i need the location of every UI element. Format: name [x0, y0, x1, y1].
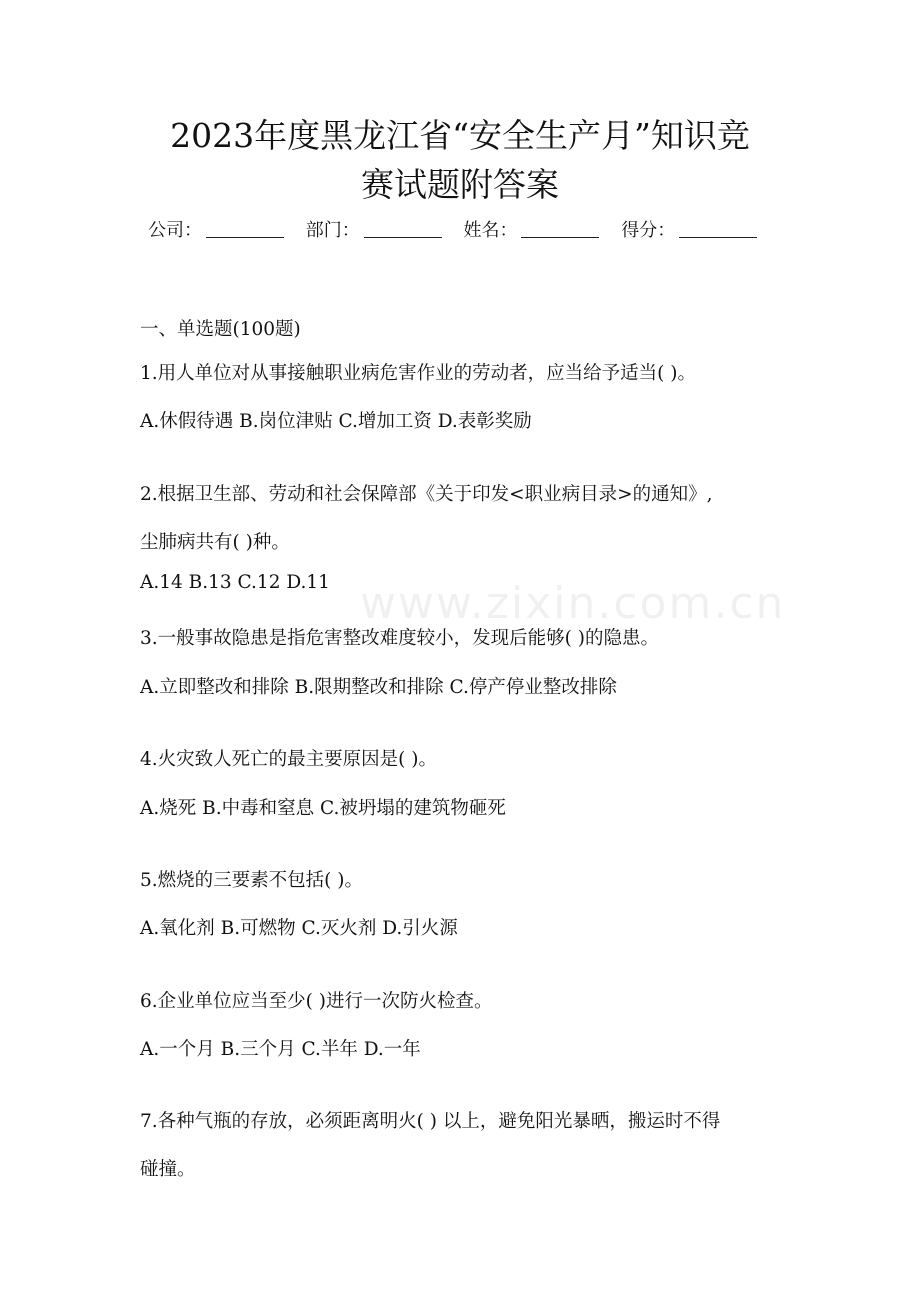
score-field: 得分：: [621, 216, 757, 242]
question-5-options: A.氧化剂 B.可燃物 C.灭火剂 D.引火源: [140, 918, 458, 939]
company-blank: [206, 219, 284, 238]
watermark: www.zixin.com.cn: [360, 578, 786, 629]
question-2-options: A.14 B.13 C.12 D.11: [140, 572, 330, 593]
score-blank: [679, 219, 757, 238]
section-heading: 一、单选题(100题): [140, 319, 301, 340]
question-2-stem: 2.根据卫生部、劳动和社会保障部《关于印发<职业病目录>的通知》,: [140, 484, 713, 505]
name-field: 姓名：: [463, 216, 599, 242]
company-field: 公司：: [148, 216, 284, 242]
question-5-stem: 5.燃烧的三要素不包括( )。: [140, 870, 363, 891]
question-2-stem-cont: 尘肺病共有( )种。: [140, 532, 290, 553]
document-title-line-2: 赛试题附答案: [361, 165, 559, 204]
question-3-stem: 3.一般事故隐患是指危害整改难度较小，发现后能够( )的隐患。: [140, 628, 659, 649]
department-blank: [364, 219, 442, 238]
question-4-options: A.烧死 B.中毒和窒息 C.被坍塌的建筑物砸死: [140, 798, 506, 819]
question-1-options: A.休假待遇 B.岗位津贴 C.增加工资 D.表彰奖励: [140, 411, 532, 432]
name-blank: [521, 219, 599, 238]
question-4-stem: 4.火灾致人死亡的最主要原因是( )。: [140, 749, 437, 770]
question-7-stem-cont: 碰撞。: [140, 1159, 196, 1180]
question-7-stem: 7.各种气瓶的存放，必须距离明火( ) 以上，避免阳光暴晒，搬运时不得: [140, 1111, 721, 1132]
question-6-options: A.一个月 B.三个月 C.半年 D.一年: [140, 1039, 421, 1060]
document-title-line-1: 2023年度黑龙江省“安全生产月”知识竞: [170, 116, 750, 155]
question-6-stem: 6.企业单位应当至少( )进行一次防火检查。: [140, 991, 493, 1012]
question-3-options: A.立即整改和排除 B.限期整改和排除 C.停产停业整改排除: [140, 677, 617, 698]
question-1-stem: 1.用人单位对从事接触职业病危害作业的劳动者，应当给予适当( )。: [140, 363, 696, 384]
info-fields: [148, 216, 788, 242]
department-field: 部门：: [306, 216, 442, 242]
